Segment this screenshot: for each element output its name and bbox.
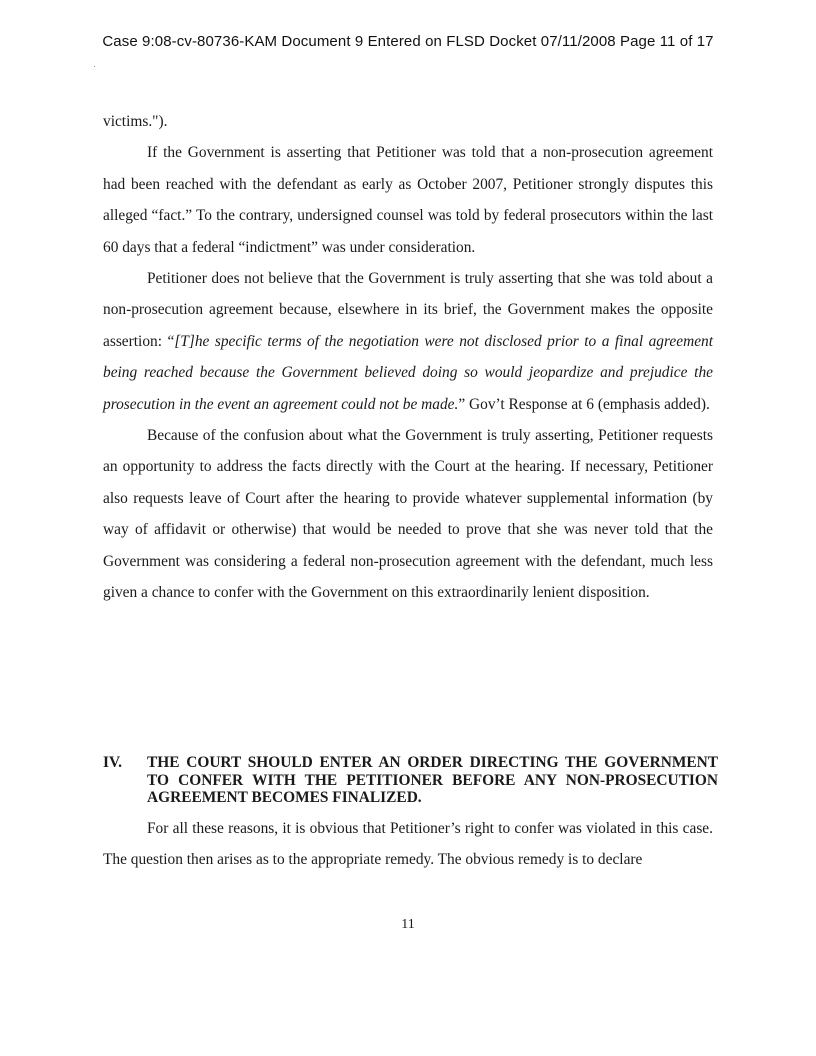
docket-header: Case 9:08-cv-80736-KAM Document 9 Entered on FLSD Docket 07/11/2008 Page 11 of 17 bbox=[102, 33, 714, 50]
paragraph-opposite-assertion bbox=[103, 263, 713, 420]
paragraph-remedy: For all these reasons, it is obvious that Petitioner’s right to confer was violated in this case. The question then arises as to the appropriate remedy. The obvious remedy is to declare bbox=[103, 820, 713, 869]
paragraph-text: ” Gov’t Response at 6 (emphasis added). bbox=[458, 395, 710, 413]
scan-speck bbox=[94, 66, 95, 67]
document-body-continued bbox=[103, 813, 713, 876]
section-title: THE COURT SHOULD ENTER AN ORDER DIRECTING THE GOVERNMENT TO CONFER WITH THE PETITIONER BEFORE ANY NON-PROSECUTION AGREEMENT BECOMES FINALIZED. bbox=[147, 754, 718, 806]
document-body bbox=[103, 106, 713, 609]
paragraph-confusion: Because of the confusion about what the Government is truly asserting, Petitioner requests an opportunity to address the facts directly with the Court at the hearing. If necessary, Petitioner also requests leave of Court after the hearing to provide whatever supplemental information (by way of affidavit or otherwise) that would be needed to prove that she was never told that the Government was considering a federal non-prosecution agreement with the defendant, much less given a chance to confer with the Government on this extraordinarily lenient disposition. bbox=[103, 427, 713, 602]
section-number: IV. bbox=[103, 754, 122, 771]
paragraph-text: Petitioner does not believe that the Government is truly asserting that she was told about a non-prosecution agreement because, elsewhere in its brief, the Government makes the opposite assertion: “ bbox=[103, 270, 713, 350]
paragraph-dispute: If the Government is asserting that Petitioner was told that a non-prosecution agreement had been reached with the defendant as early as October 2007, Petitioner strongly disputes this alleged “fact.” To the contrary, undersigned counsel was told by federal prosecutors within the last 60 days that a federal “indictment” was under consideration. bbox=[103, 144, 713, 256]
quoted-text: [T]he specific terms of the negotiation were not disclosed prior to a final agreement being reached because the Government believed doing so would jeopardize and prejudice the prosecution in the event an agreement could not be made. bbox=[103, 332, 713, 413]
paragraph-victims: victims."). bbox=[103, 113, 168, 130]
page-number: 11 bbox=[401, 917, 415, 932]
